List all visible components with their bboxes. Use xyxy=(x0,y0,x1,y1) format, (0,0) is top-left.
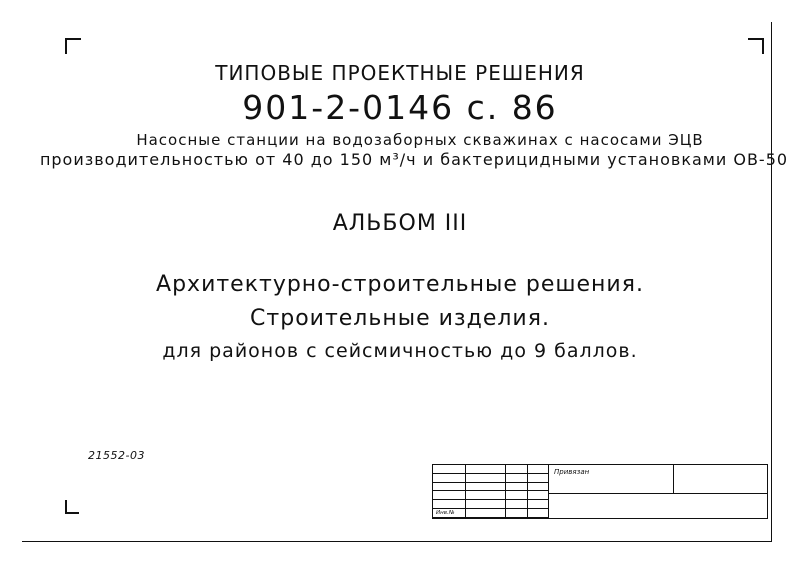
stamp-attached-cell xyxy=(549,465,767,494)
title-block-stamp xyxy=(432,464,768,519)
subject-line-1: Архитектурно-строительные решения. xyxy=(156,272,644,297)
stamp-inv-label: Инв.№ xyxy=(436,510,455,516)
album-title: АЛЬБОМ III xyxy=(332,211,468,236)
corner-mark-bottom-left xyxy=(65,500,79,514)
subject-line-2: Строительные изделия. xyxy=(250,306,550,331)
description-line-1: Насосные станции на водозаборных скважинах с насосами ЭЦВ xyxy=(136,131,704,149)
description-line-2: производительностью от 40 до 150 м³/ч и бактерицидными установками ОВ-50 xyxy=(39,150,789,169)
inventory-number: 21552-03 xyxy=(88,449,145,462)
stamp-grid xyxy=(433,465,549,518)
document-code: 901-2-0146 с. 86 xyxy=(242,88,558,127)
subject-line-3: для районов с сейсмичностью до 9 баллов. xyxy=(162,340,638,362)
corner-mark-top-right xyxy=(748,38,764,54)
corner-mark-top-left xyxy=(65,38,81,54)
stamp-attached-label: Привязан xyxy=(554,468,590,476)
series-title: ТИПОВЫЕ ПРОЕКТНЫЕ РЕШЕНИЯ xyxy=(215,61,585,85)
